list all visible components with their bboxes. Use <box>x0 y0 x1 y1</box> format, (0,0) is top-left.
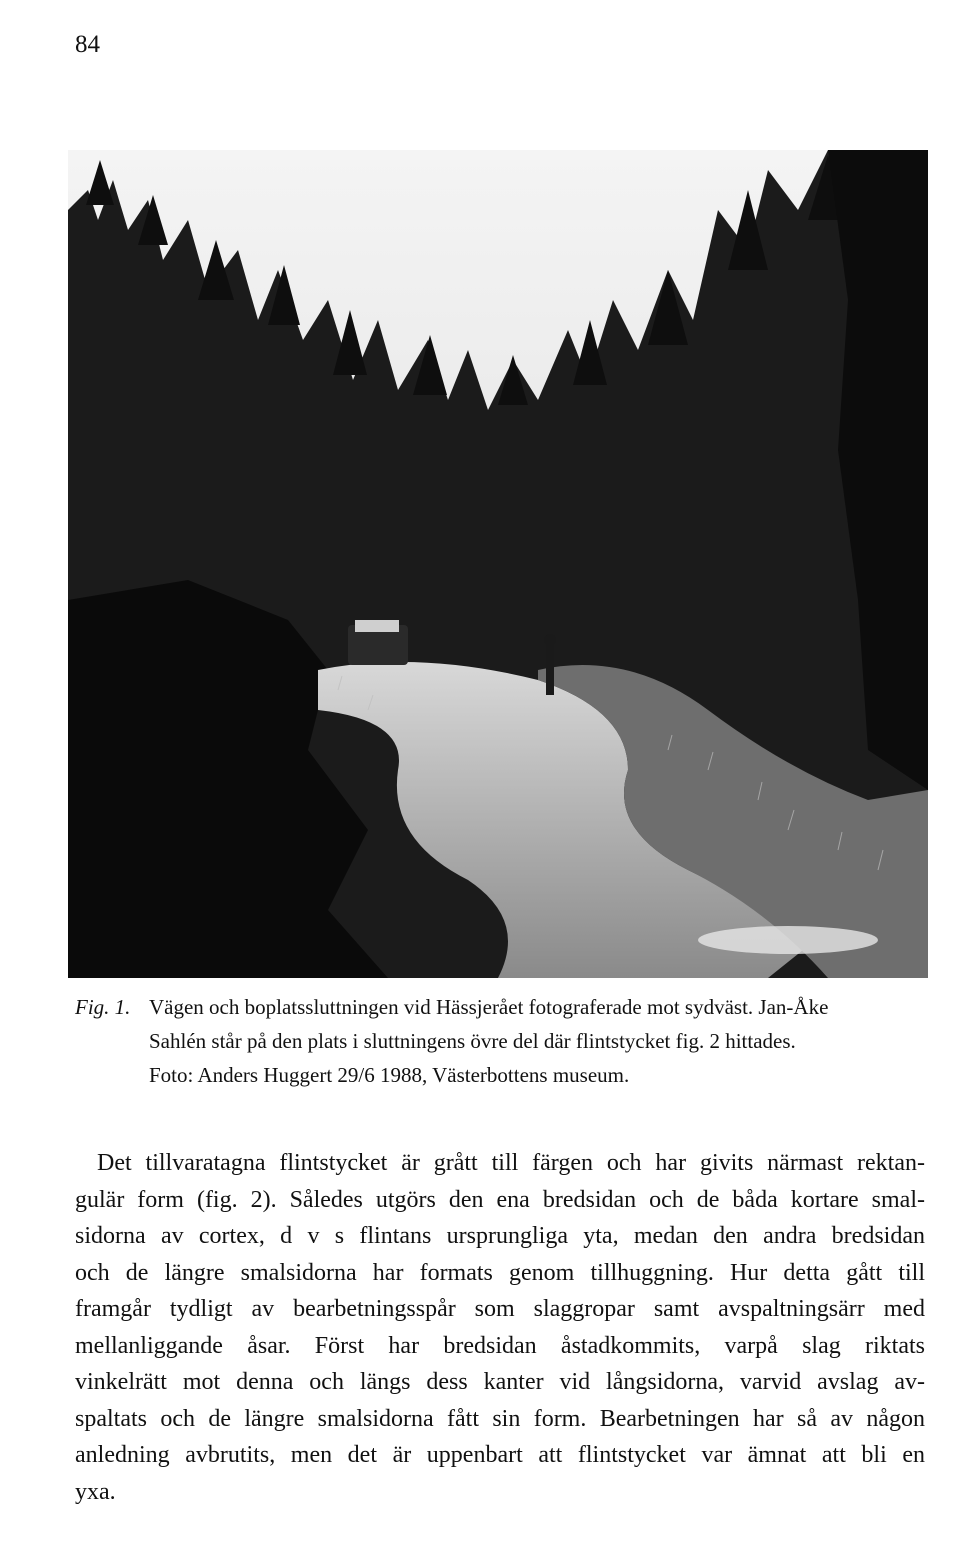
page-number: 84 <box>75 31 100 58</box>
forest-road-photo <box>68 150 928 978</box>
figure-label: Fig. 1. <box>75 995 131 1019</box>
caption-line-3: Foto: Anders Huggert 29/6 1988, Västerbottens museum. <box>149 1063 630 1087</box>
caption-line-1: Fig. 1. Vägen och boplatssluttningen vid Hässjerået fotograferade mot sydväst. Jan-Åke <box>75 990 935 1024</box>
body-line: sidorna av cortex, d v s flintans ursprungliga yta, medan den andra bredsidan <box>75 1223 925 1249</box>
body-line: framgår tydligt av bearbetningsspår som slaggropar samt avspaltningsärr med <box>75 1296 925 1322</box>
body-line: Det tillvaratagna flintstycket är grått till färgen och har givits närmast rektan- <box>97 1150 925 1176</box>
body-line: gulär form (fig. 2). Således utgörs den ena bredsidan och de båda kortare smal- <box>75 1186 925 1213</box>
body-paragraph <box>75 1145 925 1510</box>
body-line: och de längre smalsidorna har formats genom tillhuggning. Hur detta gått till <box>75 1259 925 1286</box>
body-line: yxa. <box>75 1478 116 1505</box>
body-line: anledning avbrutits, men det är uppenbart att flintstycket var ämnat att bli en <box>75 1442 925 1468</box>
caption-line-2: Sahlén står på den plats i sluttningens övre del där flintstycket fig. 2 hittades. <box>149 1029 796 1053</box>
figure-caption <box>75 990 935 1092</box>
body-line: spaltats och de längre smalsidorna fått sin form. Bearbetningen har så av någon <box>75 1405 925 1432</box>
body-line: vinkelrätt mot denna och längs dess kanter vid långsidorna, varvid avslag av- <box>75 1369 925 1395</box>
body-line: mellanliggande åsar. Först har bredsidan åstadkommits, varpå slag riktats <box>75 1332 925 1359</box>
